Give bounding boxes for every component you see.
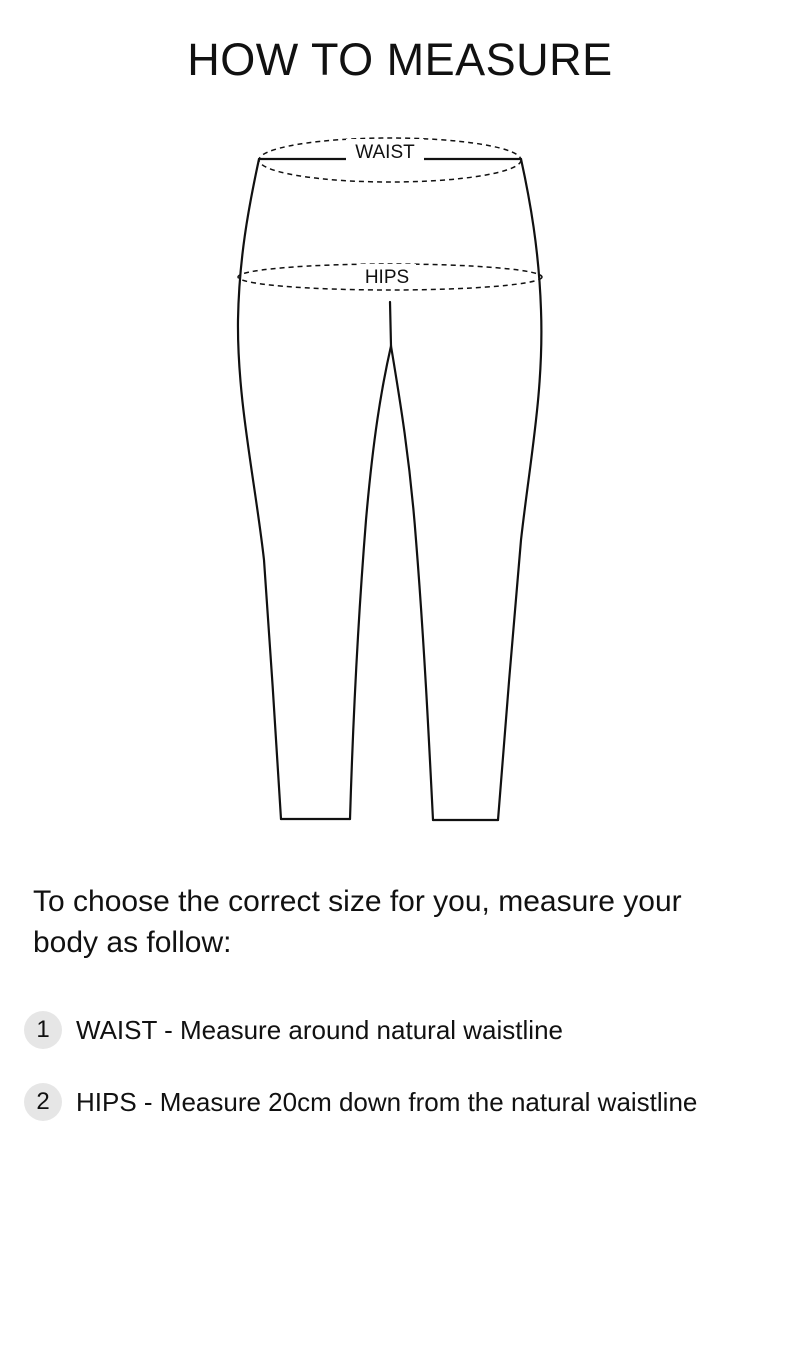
step-waist (24, 1011, 563, 1049)
step-text: HIPS - Measure 20cm down from the natural waistline (76, 1086, 698, 1117)
intro-text: To choose the correct size for you, measure your body as follow: (33, 885, 682, 959)
page-title: HOW TO MEASURE (187, 34, 613, 85)
waist-label: WAIST (355, 142, 415, 163)
step-number-badge: 2 (24, 1083, 62, 1121)
hips-label: HIPS (364, 267, 410, 288)
step-hips (24, 1083, 697, 1121)
step-number-badge: 1 (24, 1011, 62, 1049)
hips-measurement-line (238, 264, 542, 290)
step-text: WAIST - Measure around natural waistline (76, 1014, 563, 1045)
leggings-outline (238, 159, 541, 820)
